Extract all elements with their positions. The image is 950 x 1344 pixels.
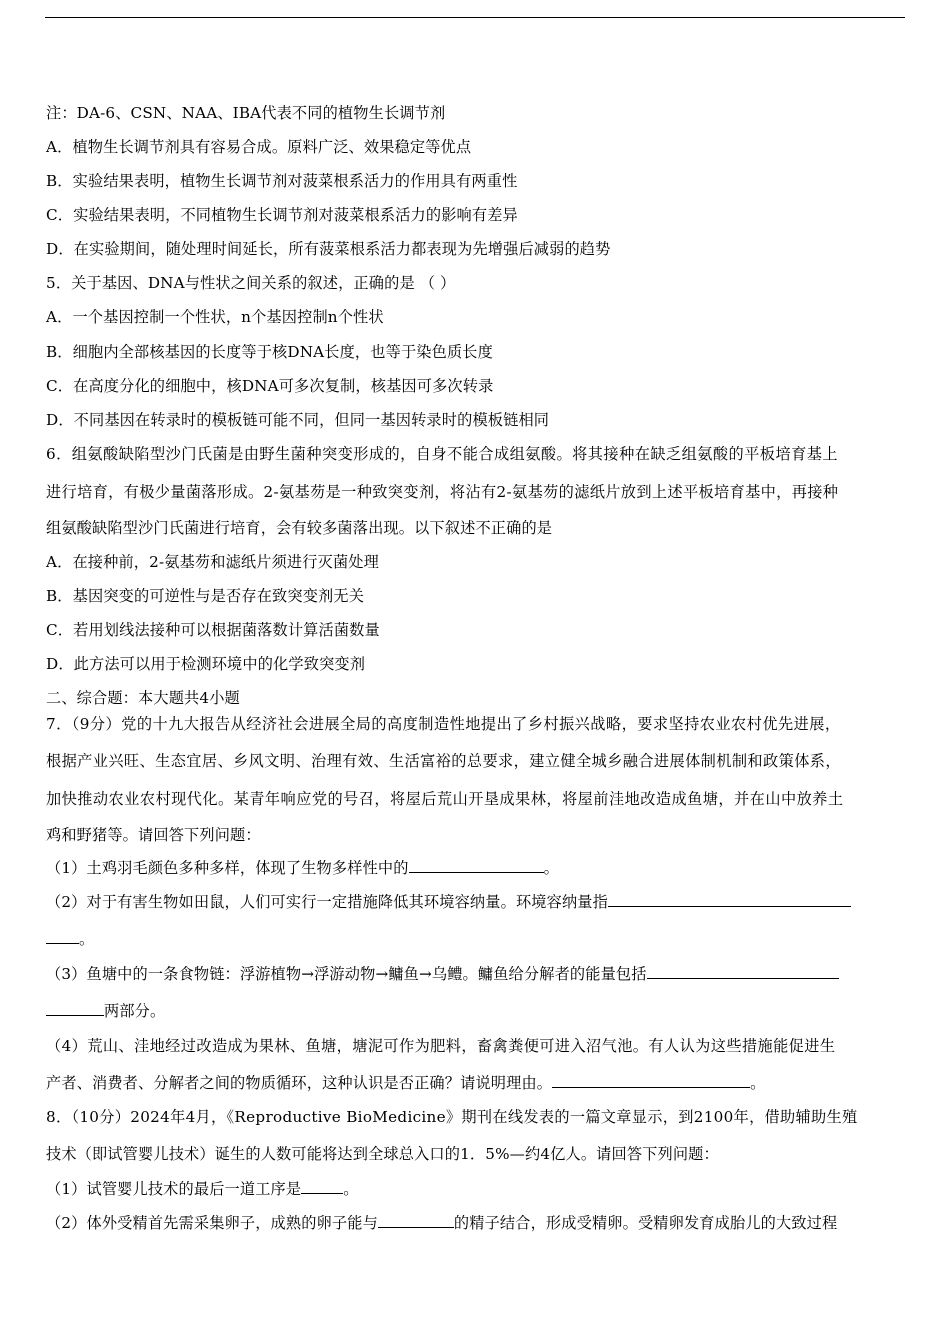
q8-part-2-end: 的精子结合，形成受精卵。受精卵发育成胎儿的大致过程 (453, 1214, 838, 1232)
answer-blank[interactable] (608, 892, 851, 907)
q6-option-c: C．若用划线法接种可以根据菌落数计算活菌数量 (46, 621, 380, 639)
q4-option-a: A．植物生长调节剂具有容易合成。原料广泛、效果稳定等优点 (46, 138, 472, 156)
q6-stem-line-2: 进行培育，有极少量菌落形成。2-氨基芴是一种致突变剂，将沾有2-氨基芴的滤纸片放到上述平板培育基中，再接种 (46, 483, 839, 501)
q7-part-4-line-1: （4）荒山、洼地经过改造成为果林、鱼塘，塘泥可作为肥料，畜禽粪便可进入沼气池。有人认为这些措施能促进生 (46, 1037, 836, 1055)
q7-stem-line-4: 鸡和野猪等。请回答下列问题： (46, 826, 261, 844)
q4-option-c: C．实验结果表明，不同植物生长调节剂对菠菜根系活力的影响有差异 (46, 206, 518, 224)
q6-option-a: A．在接种前，2-氨基芴和滤纸片须进行灭菌处理 (46, 553, 379, 571)
q7-part-3 (46, 964, 906, 984)
q6-stem-line-1: 6．组氨酸缺陷型沙门氏菌是由野生菌种突变形成的，自身不能合成组氨酸。将其接种在缺乏组氨酸的平板培育基上 (46, 445, 838, 463)
q7-part-2-cont (46, 929, 906, 949)
q7-part-3-text: （3）鱼塘中的一条食物链：浮游植物→浮游动物→鳙鱼→乌鳢。鳙鱼给分解者的能量包括 (46, 965, 647, 983)
q7-part-4-text: 产者、消费者、分解者之间的物质循环，这种认识是否正确？请说明理由。 (46, 1074, 553, 1092)
q7-stem-line-3: 加快推动农业农村现代化。某青年响应党的号召，将屋后荒山开垦成果林，将屋前洼地改造成鱼塘，并在山中放养土 (46, 790, 844, 808)
q7-part-3-cont (46, 1001, 906, 1021)
q7-part-4-line-2 (46, 1073, 906, 1093)
q7-part-1-end: 。 (543, 859, 559, 877)
q7-part-1-text: （1）土鸡羽毛颜色多种多样，体现了生物多样性中的 (46, 859, 409, 877)
answer-blank[interactable] (46, 929, 79, 944)
q5-stem: 5．关于基因、DNA与性状之间关系的叙述，正确的是 （ ） (46, 274, 456, 292)
q5-option-a: A．一个基因控制一个性状，n个基因控制n个性状 (46, 308, 384, 326)
q8-part-1 (46, 1179, 906, 1199)
section-heading: 二、综合题：本大题共4小题 (46, 689, 240, 707)
q7-part-2-text: （2）对于有害生物如田鼠，人们可实行一定措施降低其环境容纳量。环境容纳量指 (46, 893, 608, 911)
header-rule (45, 17, 905, 18)
q7-stem-line-1: 7．（9分）党的十九大报告从经济社会进展全局的高度制造性地提出了乡村振兴战略，要求坚持农业农村优先进展， (46, 715, 841, 733)
q7-part-2 (46, 892, 906, 912)
answer-blank[interactable] (552, 1073, 750, 1088)
answer-blank[interactable] (46, 1001, 104, 1016)
q8-stem-line-2: 技术（即试管婴儿技术）诞生的人数可能将达到全球总入口的1．5%—约4亿人。请回答下列问题： (46, 1145, 719, 1163)
answer-blank[interactable] (301, 1179, 343, 1194)
q8-stem-line-1: 8．（10分）2024年4月，《Reproductive BioMedicine》期刊在线发表的一篇文章显示，到2100年，借助辅助生殖 (46, 1108, 858, 1126)
q8-part-2-text: （2）体外受精首先需采集卵子，成熟的卵子能与 (46, 1214, 378, 1232)
answer-blank[interactable] (647, 964, 839, 979)
q6-stem-line-3: 组氨酸缺陷型沙门氏菌进行培育，会有较多菌落出现。以下叙述不正确的是 (46, 519, 553, 537)
answer-blank[interactable] (378, 1213, 454, 1228)
q8-part-2 (46, 1213, 906, 1233)
q7-part-3-end: 两部分。 (104, 1002, 166, 1020)
q4-option-d: D．在实验期间，随处理时间延长，所有菠菜根系活力都表现为先增强后减弱的趋势 (46, 240, 611, 258)
q8-part-1-end: 。 (343, 1180, 359, 1198)
q5-option-b: B．细胞内全部核基因的长度等于核DNA长度，也等于染色质长度 (46, 343, 493, 361)
q7-stem-line-2: 根据产业兴旺、生态宜居、乡风文明、治理有效、生活富裕的总要求，建立健全城乡融合进展体制机制和政策体系， (46, 752, 841, 770)
note-line: 注：DA-6、CSN、NAA、IBA代表不同的植物生长调节剂 (46, 104, 446, 122)
answer-blank[interactable] (409, 858, 544, 873)
q7-part-4-end: 。 (750, 1074, 766, 1092)
q6-option-d: D．此方法可以用于检测环境中的化学致突变剂 (46, 655, 366, 673)
q5-option-d: D．不同基因在转录时的模板链可能不同，但同一基因转录时的模板链相同 (46, 411, 550, 429)
q7-part-1 (46, 858, 906, 878)
q6-option-b: B．基因突变的可逆性与是否存在致突变剂无关 (46, 587, 365, 605)
q5-option-c: C．在高度分化的细胞中，核DNA可多次复制，核基因可多次转录 (46, 377, 494, 395)
q7-part-2-end: 。 (79, 930, 95, 948)
q4-option-b: B．实验结果表明，植物生长调节剂对菠菜根系活力的作用具有两重性 (46, 172, 518, 190)
q8-part-1-text: （1）试管婴儿技术的最后一道工序是 (46, 1180, 302, 1198)
